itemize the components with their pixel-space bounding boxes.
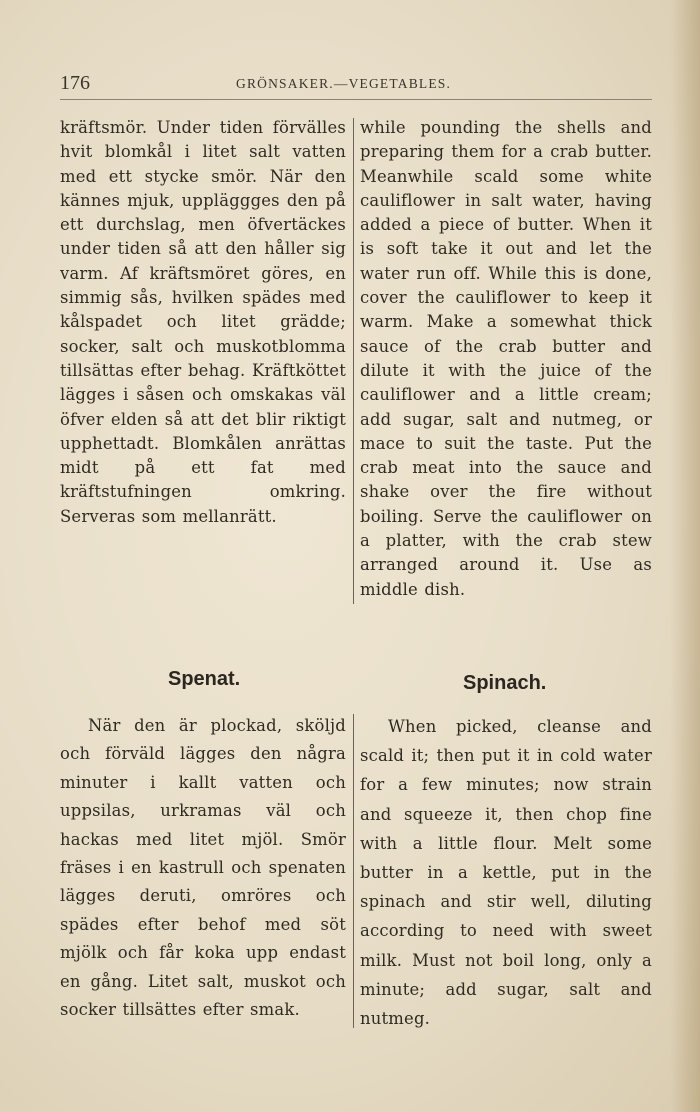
column-divider-bottom: [353, 714, 354, 1028]
english-continuation-column: [360, 116, 652, 602]
page-number: 176: [60, 72, 90, 94]
swedish-recipe-column: [60, 712, 346, 1024]
swedish-recipe-text: När den är plockad, sköljd och förväld lägges den några minuter i kallt vatten och uppsilas, urkramas väl och hackas med litet mjöl. Smör fräses i en kastrull och spenaten lägges deruti, omröres och spädes efter behof med söt mjölk och får koka upp endast en gång. Litet salt, muskot och socker tillsättes efter smak.: [60, 716, 346, 1020]
column-divider-top: [353, 118, 354, 604]
running-head: GRÖNSAKER.—VEGETABLES.: [236, 76, 452, 91]
english-recipe-column: [360, 712, 652, 1033]
swedish-continuation-text: kräftsmör. Under tiden förvälles hvit blomkål i litet salt vatten med ett stycke smör. När den kännes mjuk, uppläggges den på ett durchslag, men öfvertäckes under tiden så att den håller sig varm. Af kräftsmöret göres, en simmig sås, hvilken spädes med kålspadet och litet grädde; socker, salt och muskotblomma tillsättas efter behag. Kräftköttet lägges i såsen och omskakas väl öfver elden så att det blir riktigt upphettadt. Blomkålen anrättas midt på ett fat med kräftstufningen omkring. Serveras som mellanrätt.: [60, 118, 346, 526]
english-continuation-text: while pounding the shells and preparing them for a crab butter. Meanwhile scald some white cauliflower in salt water, having added a piece of butter. When it is soft take it out and let the water run off. While this is done, cover the cauliflower to keep it warm. Make a somewhat thick sauce of the crab butter and dilute it with the juice of the cauliflower and a little cream; add sugar, salt and nutmeg, or mace to suit the taste. Put the crab meat into the sauce and shake over the fire without boiling. Serve the cauliflower on a platter, with the crab stew arranged around it. Use as middle dish.: [360, 118, 652, 599]
page-header: [60, 72, 652, 100]
swedish-continuation-column: [60, 116, 346, 529]
header-rule: [60, 99, 652, 100]
english-section-title: Spinach.: [463, 672, 547, 694]
english-recipe-text: When picked, cleanse and scald it; then put it in cold water for a few minutes; now strain and squeeze it, then chop fine with a little flour. Melt some butter in a kettle, put in the spinach and stir well, diluting according to need with sweet milk. Must not boil long, only a minute; add sugar, salt and nutmeg.: [360, 717, 652, 1029]
swedish-section-title: Spenat.: [168, 668, 241, 690]
page-edge-shadow: [670, 0, 700, 1112]
